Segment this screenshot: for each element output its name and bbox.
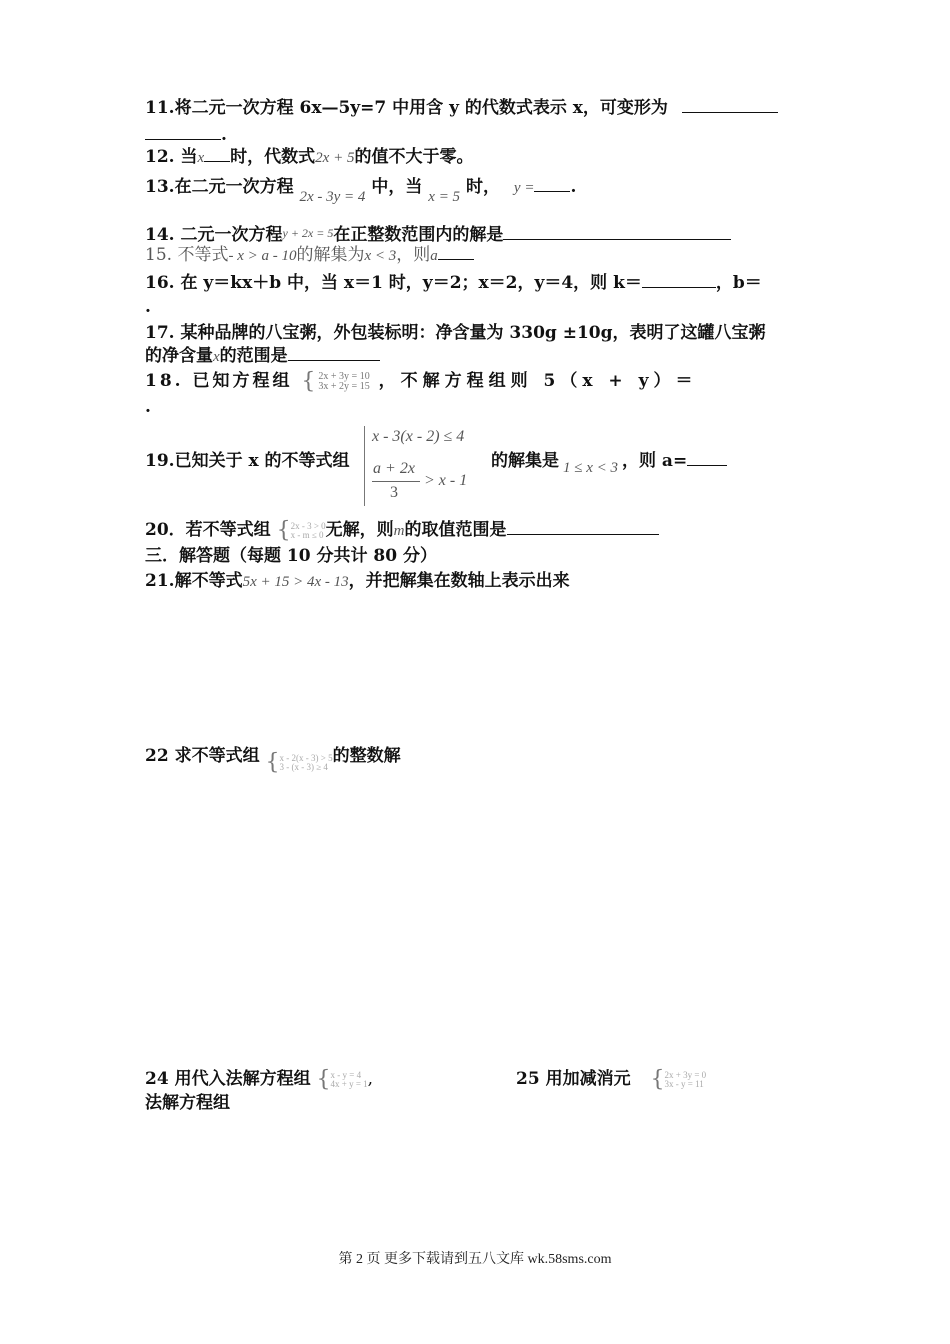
question-16-cont: . bbox=[145, 297, 151, 317]
question-18: 18. 已知方程组 {2x + 3y = 10 3x + 2y = 15 ，不解方程组则 5（x + y）＝ bbox=[145, 368, 698, 394]
question-16: 16. 在 y＝kx＋b 中，当 x＝1 时，y＝2；x＝2，y＝4，则 k＝ ，b＝ bbox=[145, 273, 762, 293]
question-12: 12. 当x 时，代数式2x + 5的值不大于零。 bbox=[145, 147, 474, 167]
question-21: 21.解不等式5x + 15 > 4x - 13，并把解集在数轴上表示出来 bbox=[145, 571, 570, 591]
question-11 bbox=[145, 97, 778, 119]
answer-blank bbox=[642, 273, 716, 288]
question-22: 22 求不等式组 {x - 2(x - 3) > 5 3 - (x - 3) ≥ 4的整数解 bbox=[145, 746, 401, 775]
answer-blank bbox=[503, 225, 731, 240]
q11-text: 11.将二元一次方程 6x—5y=7 中用含 y 的代数式表示 x，可变形为 bbox=[145, 98, 668, 118]
question-14: 14. 二元一次方程y + 2x = 5在正整数范围内的解是 bbox=[145, 224, 731, 247]
question-17: 17. 某种品牌的八宝粥，外包装标明：净含量为 330g ±10g，表明了这罐八宝粥 bbox=[145, 323, 766, 343]
inequality-system: x - 3(x - 2) ≤ 4 a + 2x 3 > x - 1 bbox=[362, 424, 484, 510]
answer-blank bbox=[145, 125, 221, 140]
fraction-bar bbox=[372, 481, 420, 482]
section-title: 三．解答题（每题 10 分共计 80 分） bbox=[145, 546, 437, 566]
question-19-answer: 的解集是 1 ≤ x < 3 ，则 a= bbox=[491, 450, 727, 473]
answer-blank bbox=[507, 520, 659, 535]
answer-blank bbox=[288, 346, 380, 361]
answer-blank bbox=[438, 245, 474, 260]
answer-blank bbox=[204, 147, 230, 162]
answer-blank bbox=[682, 98, 778, 113]
system-brace bbox=[364, 426, 365, 506]
question-24-cont: 法解方程组 bbox=[145, 1093, 230, 1113]
question-18-cont: . bbox=[145, 397, 151, 417]
answer-blank bbox=[687, 451, 727, 466]
page-footer: 第 2 页 更多下载请到五八文库 wk.58sms.com bbox=[338, 1252, 612, 1267]
question-15: 15. 不等式- x > a - 10的解集为x < 3，则a bbox=[145, 244, 474, 267]
question-13: 13.在二元一次方程 2x - 3y = 4 中，当 x = 5 时， y = . bbox=[145, 177, 577, 205]
inequality-system: 2x - 3 > 0 x - m ≤ 0 bbox=[290, 520, 326, 540]
question-20: 20．若不等式组 {2x - 3 > 0 x - m ≤ 0 无解，则m的取值范围是 bbox=[145, 519, 659, 542]
question-17-cont: 的净含量x的范围是 bbox=[145, 345, 380, 368]
equation-system: 2x + 3y = 0 3x - y = 11 bbox=[664, 1069, 707, 1089]
question-24: 24 用代入法解方程组 {x - y = 4 4x + y = 1, bbox=[145, 1066, 374, 1092]
question-19: 19.已知关于 x 的不等式组 bbox=[145, 451, 350, 471]
equation-system: 2x + 3y = 10 3x + 2y = 15 bbox=[318, 370, 370, 392]
question-11-cont: . bbox=[145, 124, 227, 146]
inequality-system: x - 2(x - 3) > 5 3 - (x - 3) ≥ 4 bbox=[279, 752, 333, 772]
answer-blank bbox=[534, 177, 570, 192]
question-25: 25 用加减消元 {2x + 3y = 0 3x - y = 11 bbox=[516, 1066, 707, 1092]
equation-system: x - y = 4 4x + y = 1 bbox=[330, 1069, 368, 1089]
